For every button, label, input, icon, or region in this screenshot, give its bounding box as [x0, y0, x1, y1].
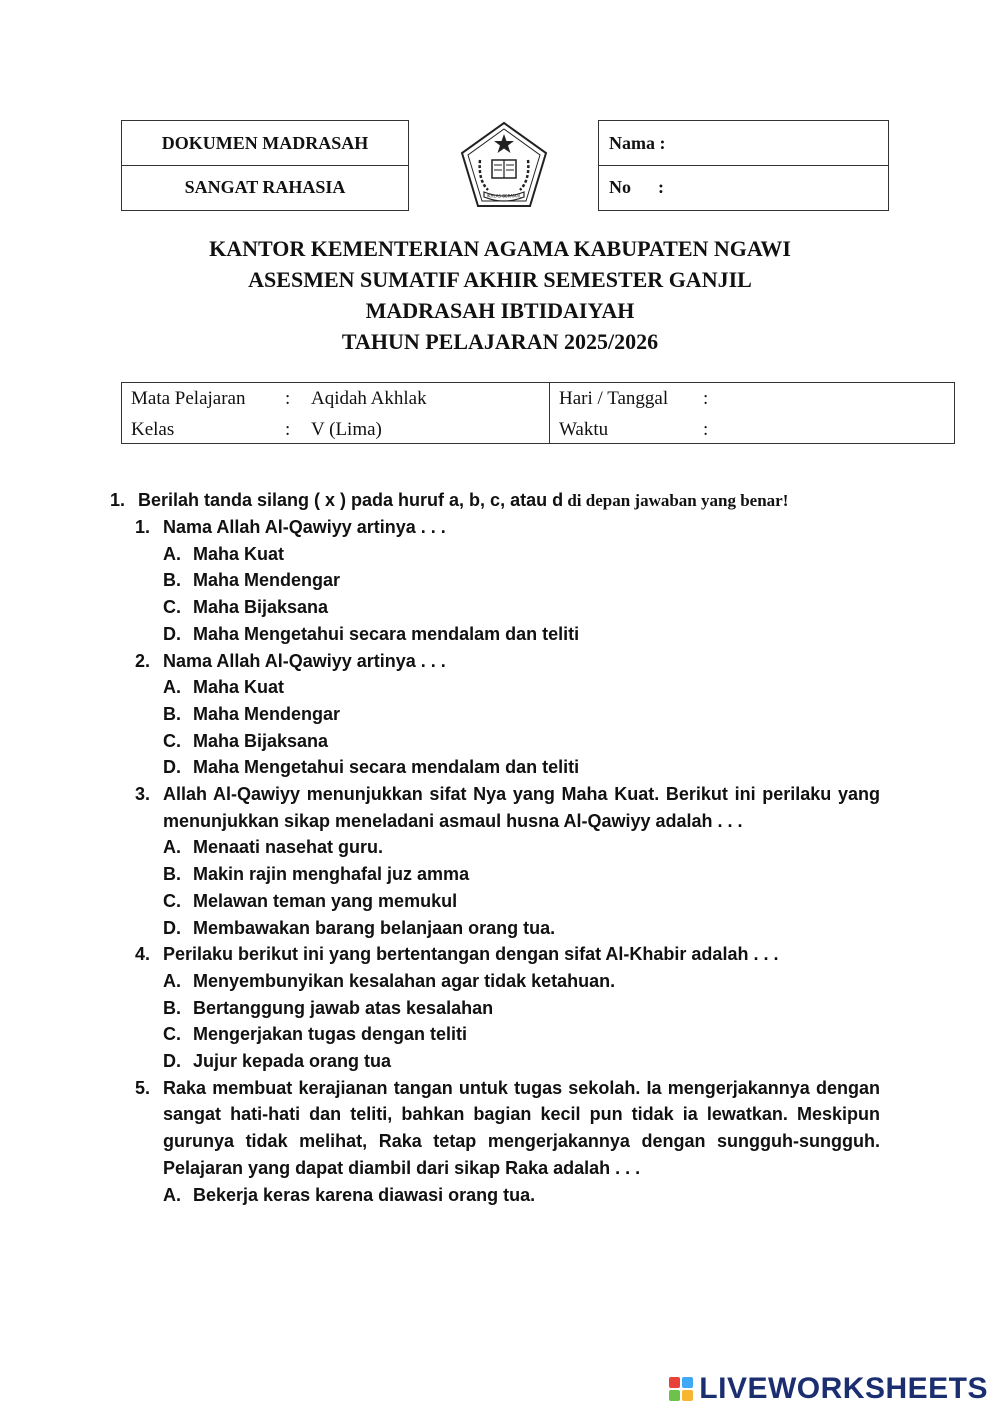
kemenag-emblem-logo	[458, 120, 550, 210]
answer-option[interactable]	[163, 594, 880, 621]
title-line: TAHUN PELAJARAN 2025/2026	[341, 329, 659, 354]
option-text: Bertanggung jawab atas kesalahan	[193, 997, 494, 1018]
answer-option[interactable]	[163, 995, 880, 1022]
question-number: 2.	[135, 650, 151, 671]
date-label: Hari / Tanggal	[559, 388, 669, 409]
time-colon: :	[703, 419, 709, 440]
option-text: Maha Bijaksana	[193, 730, 329, 751]
option-text: Maha Bijaksana	[193, 597, 329, 618]
option-letter: A.	[163, 677, 181, 698]
logo-square	[682, 1390, 693, 1401]
answer-option[interactable]	[163, 1021, 880, 1048]
name-field-label: Nama :	[609, 132, 666, 153]
question-text: Raka membuat kerajianan tangan untuk tugas sekolah. Ia mengerjakannya dengan sangat hati-hati dan teliti, bahkan bagian kecil pun tidak ia lewatkan. Meskipun gurunya tidak melihat, Raka tetap mengerjakannya dengan sungguh-sungguh. Pelajaran yang dapat diambil dari sikap Raka adalah . . .	[163, 1077, 880, 1178]
option-letter: B.	[163, 997, 181, 1018]
option-text: Menyembunyikan kesalahan agar tidak ketahuan.	[193, 970, 616, 991]
question-section	[110, 487, 880, 1208]
option-text: Mengerjakan tugas dengan teliti	[193, 1024, 468, 1045]
question-item	[135, 648, 880, 782]
option-letter: D.	[163, 757, 181, 778]
option-text: Maha Mendengar	[193, 703, 341, 724]
answer-option[interactable]	[163, 1182, 880, 1209]
question-number: 5.	[135, 1077, 151, 1098]
option-letter: C.	[163, 1024, 181, 1045]
question-number: 3.	[135, 784, 151, 805]
liveworksheets-watermark	[669, 1372, 988, 1406]
answer-option[interactable]	[163, 915, 880, 942]
exam-info-table	[121, 382, 955, 444]
title-line: ASESMEN SUMATIF AKHIR SEMESTER GANJIL	[248, 267, 752, 292]
option-letter: D.	[163, 1051, 181, 1072]
answer-option[interactable]	[163, 701, 880, 728]
option-text: Maha Mendengar	[193, 570, 341, 591]
option-letter: C.	[163, 597, 181, 618]
answer-option[interactable]	[163, 754, 880, 781]
logo-square	[669, 1377, 680, 1388]
option-text: Maha Kuat	[193, 677, 285, 698]
option-text: Menaati nasehat guru.	[193, 837, 384, 858]
subject-colon: :	[285, 388, 291, 409]
liveworksheets-logo-icon	[669, 1377, 693, 1401]
option-letter: C.	[163, 730, 181, 751]
answer-option[interactable]	[163, 621, 880, 648]
instruction-text-rest: di depan jawaban yang benar!	[563, 491, 789, 510]
logo-square	[669, 1390, 680, 1401]
option-text: Melawan teman yang memukul	[193, 890, 458, 911]
class-value: V (Lima)	[311, 419, 382, 440]
answer-option[interactable]	[163, 567, 880, 594]
question-item	[135, 781, 880, 941]
question-item	[135, 941, 880, 1075]
answer-option[interactable]	[163, 834, 880, 861]
table-divider	[549, 383, 550, 443]
class-label: Kelas	[131, 419, 175, 440]
student-identity-box	[598, 120, 889, 211]
document-classification-box	[121, 120, 409, 211]
option-text: Maha Mengetahui secara mendalam dan teliti	[193, 623, 580, 644]
answer-option[interactable]	[163, 861, 880, 888]
logo-square	[682, 1377, 693, 1388]
option-letter: A.	[163, 837, 181, 858]
question-text: Nama Allah Al-Qawiyy artinya . . .	[163, 650, 446, 671]
answer-option[interactable]	[163, 888, 880, 915]
title-line: MADRASAH IBTIDAIYAH	[365, 298, 635, 323]
option-letter: B.	[163, 703, 181, 724]
answer-option[interactable]	[163, 674, 880, 701]
instruction-text: Berilah tanda silang ( x ) pada huruf a, b, c, atau d	[138, 490, 564, 510]
answer-option[interactable]	[163, 1048, 880, 1075]
option-letter: B.	[163, 570, 181, 591]
answer-option[interactable]	[163, 728, 880, 755]
subject-value: Aqidah Akhlak	[311, 388, 427, 409]
time-label: Waktu	[559, 419, 609, 440]
option-letter: D.	[163, 917, 181, 938]
exam-title	[0, 233, 1000, 357]
title-line: KANTOR KEMENTERIAN AGAMA KABUPATEN NGAWI	[209, 236, 791, 261]
class-colon: :	[285, 419, 291, 440]
option-letter: B.	[163, 864, 181, 885]
question-item	[135, 1075, 880, 1209]
document-label: DOKUMEN MADRASAH	[161, 132, 369, 153]
question-number: 1.	[135, 517, 151, 537]
option-letter: A.	[163, 970, 181, 991]
question-list	[135, 514, 880, 1208]
option-letter: A.	[163, 543, 181, 564]
logo-motto: IKHLAS BERAMAL	[486, 193, 522, 199]
question-text: Perilaku berikut ini yang bertentangan dengan sifat Al-Khabir adalah . . .	[163, 944, 779, 965]
question-item	[135, 514, 880, 648]
option-letter: D.	[163, 623, 181, 644]
question-number: 4.	[135, 944, 151, 965]
option-text: Jujur kepada orang tua	[193, 1051, 392, 1072]
question-text: Nama Allah Al-Qawiyy artinya . . .	[163, 517, 446, 537]
answer-option[interactable]	[163, 541, 880, 568]
option-text: Bekerja keras karena diawasi orang tua.	[193, 1184, 536, 1205]
question-text: Allah Al-Qawiyy menunjukkan sifat Nya yang Maha Kuat. Berikut ini perilaku yang menunjukkan sikap meneladani asmaul husna Al-Qawiyy adalah . . .	[163, 784, 880, 831]
option-text: Maha Kuat	[193, 543, 285, 564]
option-text: Membawakan barang belanjaan orang tua.	[193, 917, 556, 938]
option-letter: A.	[163, 1184, 181, 1205]
option-letter: C.	[163, 890, 181, 911]
section-instruction	[110, 487, 880, 514]
section-number: 1.	[110, 490, 126, 510]
secret-label: SANGAT RAHASIA	[122, 165, 408, 209]
date-colon: :	[703, 388, 709, 409]
number-field-label: No :	[599, 165, 888, 209]
answer-option[interactable]	[163, 968, 880, 995]
subject-label: Mata Pelajaran	[131, 388, 246, 409]
watermark-text: LIVEWORKSHEETS	[699, 1372, 988, 1405]
option-text: Maha Mengetahui secara mendalam dan teliti	[193, 757, 580, 778]
option-text: Makin rajin menghafal juz amma	[193, 864, 470, 885]
